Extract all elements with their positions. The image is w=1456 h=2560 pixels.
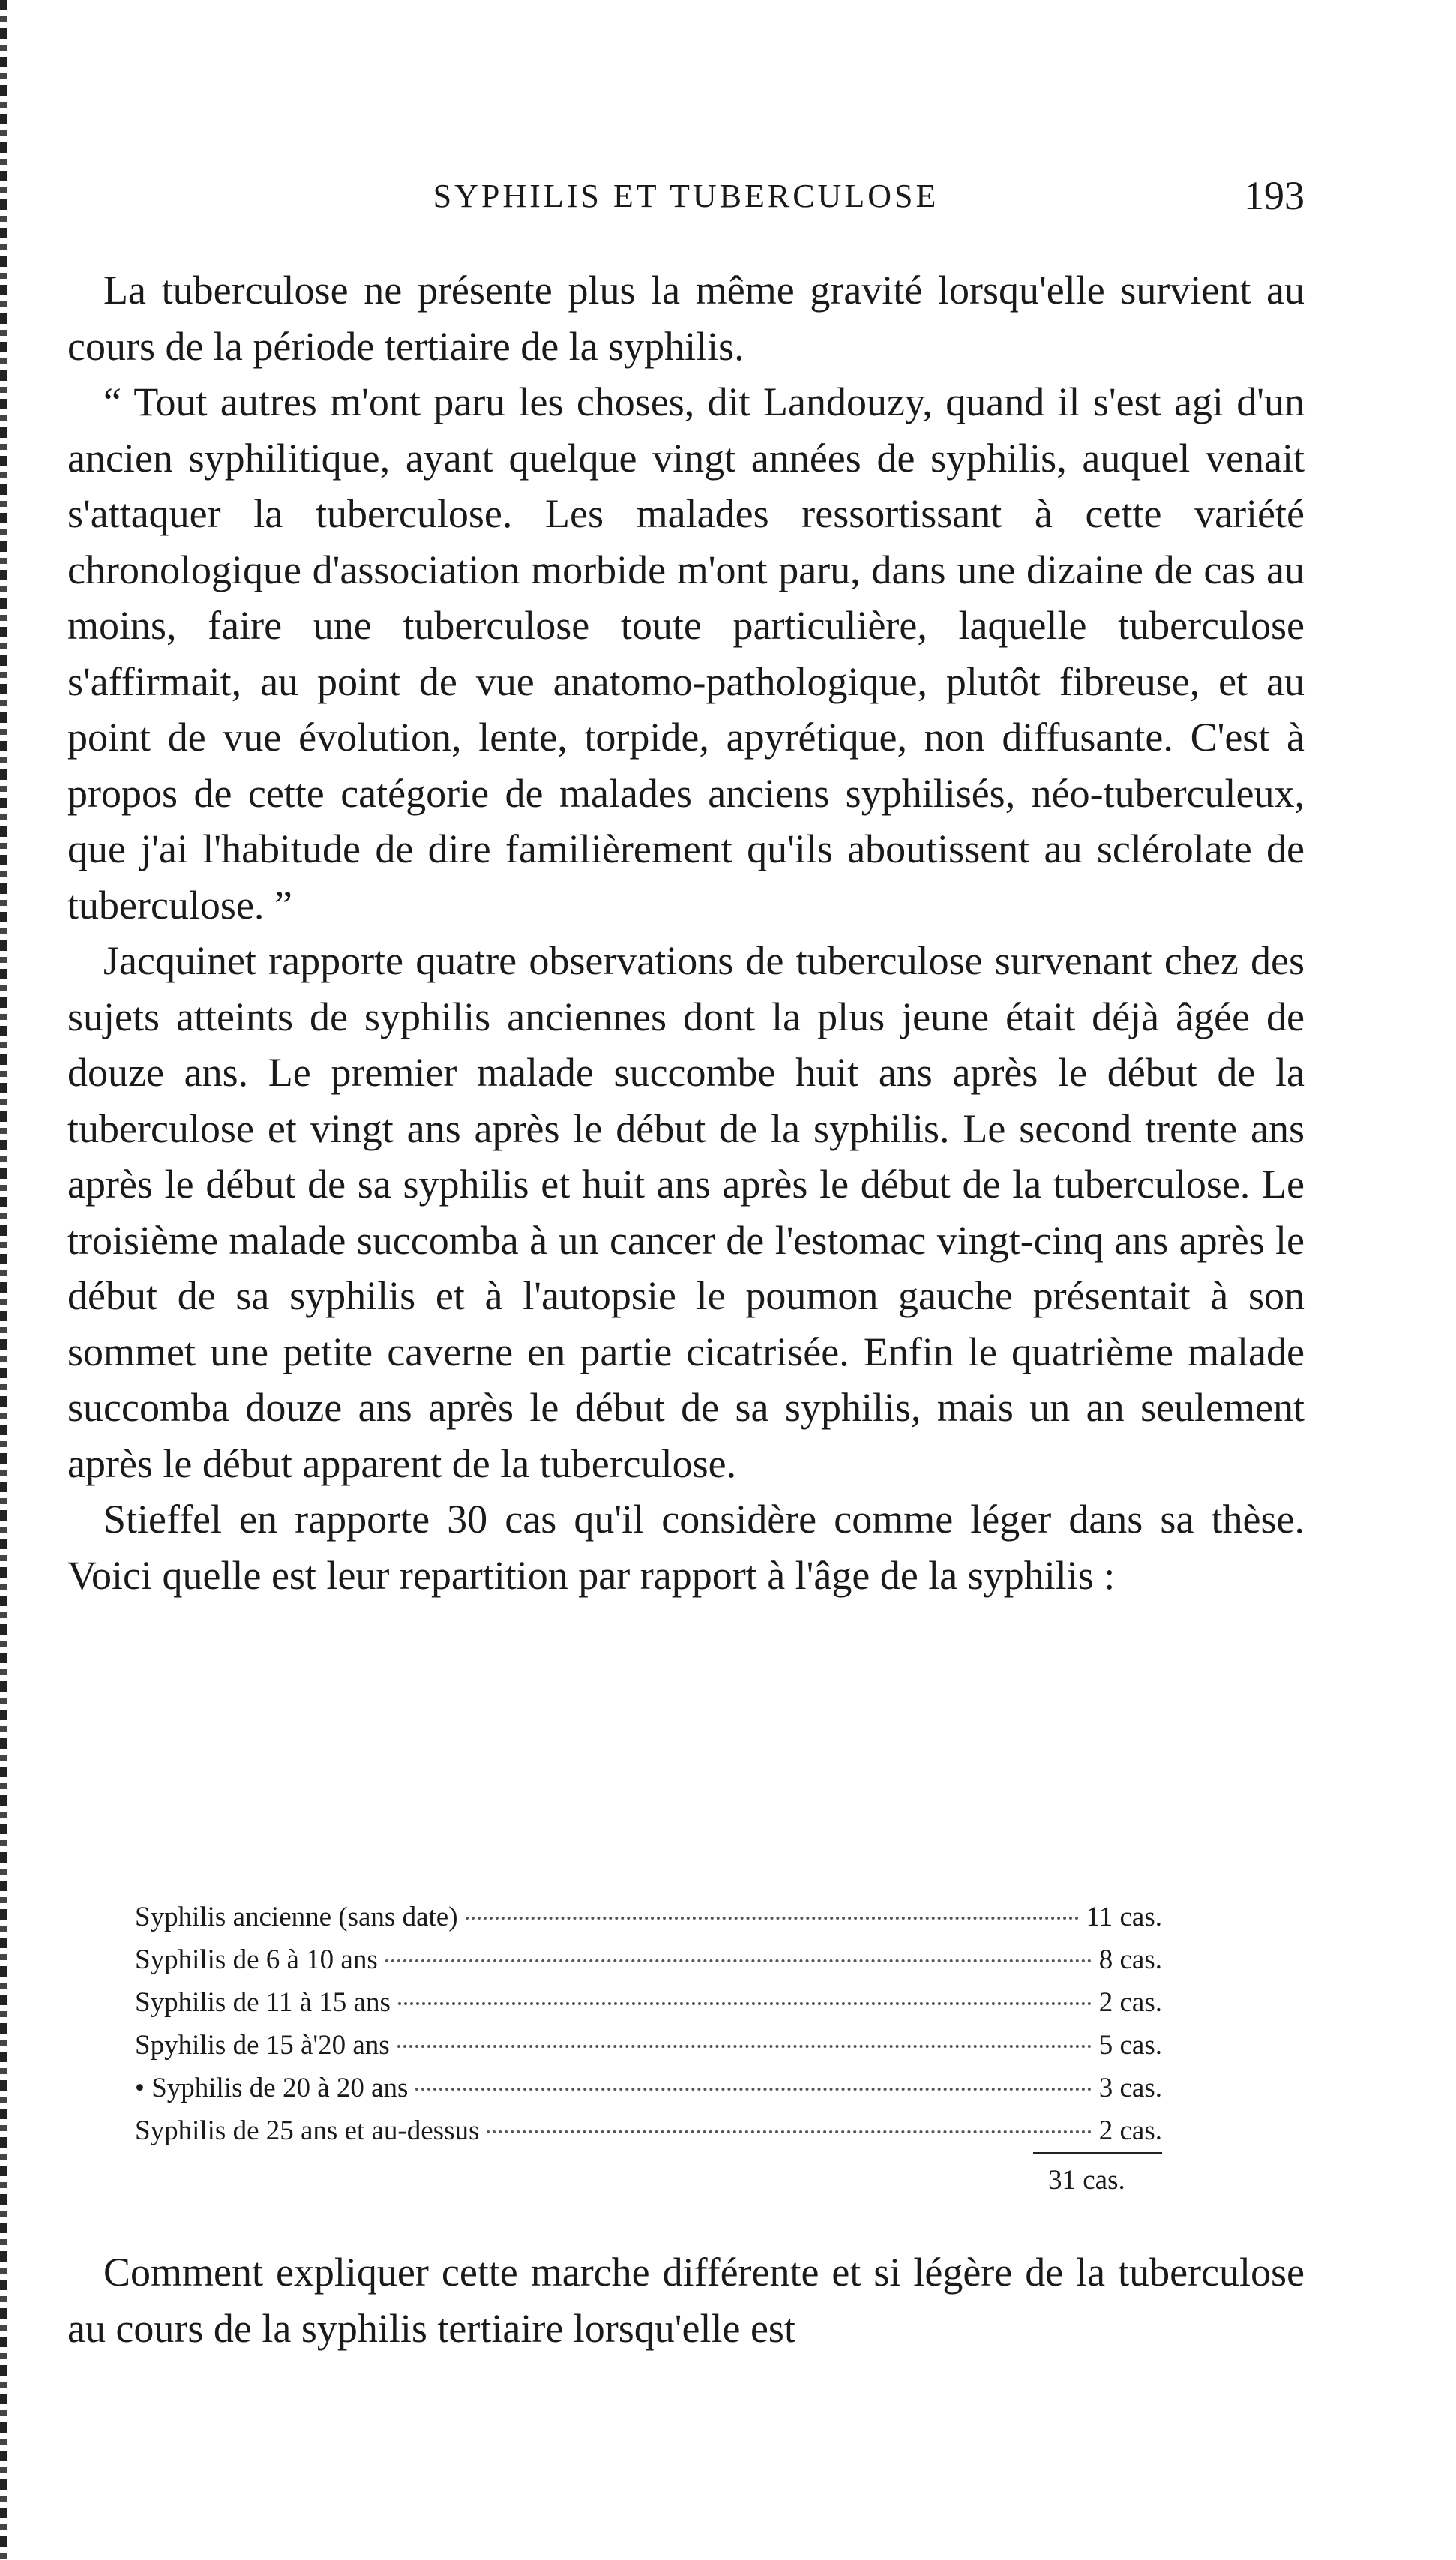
paragraph-5-conclusion: Comment expliquer cette marche différente et si légère de la tuberculose au cours de la syphilis tertiaire lorsqu'elle est (67, 2250, 1305, 2351)
table-row (135, 2024, 1162, 2067)
table-row (135, 1981, 1162, 2024)
table-row-label: Syphilis de 11 à 15 ans (135, 1987, 391, 2018)
table-row-label: Syphilis de 25 ans et au-dessus (135, 2115, 480, 2146)
dot-leader (466, 1917, 1079, 1920)
table-row (135, 2109, 1162, 2152)
dot-leader (385, 1959, 1092, 1962)
table-row (135, 2067, 1162, 2109)
table-row-value: 2 cas. (1098, 1987, 1162, 2018)
paragraph-3-jacquinet: Jacquinet rapporte quatre observations de tuberculose survenant chez des sujets atteints de syphilis anciennes dont la plus jeune était déjà âgée de douze ans. Le premier malade succombe huit ans après le début de la tuberculose et vingt ans après le début de la syphilis. Le second trente ans après le début de sa syphilis et huit ans après le début de la tuberculose. Le troisième malade succomba à un cancer de l'estomac vingt-cinq ans après le début de sa syphilis et à l'autopsie le poumon gauche présentait à son sommet une petite caverne en partie cicatrisée. Enfin le quatrième malade succomba douze ans après le début de sa syphilis, mais un an seulement après le début apparent de la tuberculose. (67, 938, 1305, 1486)
table-row (135, 1896, 1162, 1938)
body-text (67, 262, 1305, 1603)
paragraph-1: La tuberculose ne présente plus la même gravité lorsqu'elle survient au cours de la période tertiaire de la syphilis. (67, 268, 1305, 369)
dot-leader (487, 2130, 1091, 2133)
table-row (135, 1938, 1162, 1981)
page-number: 193 (1244, 173, 1305, 218)
paragraph-4-stieffel: Stieffel en rapporte 30 cas qu'il considère comme léger dans sa thèse. Voici quelle est leur repartition par rapport à l'âge de la syphilis : (67, 1497, 1305, 1598)
table-row-value: 3 cas. (1098, 2073, 1162, 2103)
table-row-label: Spyhilis de 15 à'20 ans (135, 2030, 390, 2061)
table-row-value: 2 cas. (1098, 2115, 1162, 2146)
running-head (67, 172, 1305, 225)
dot-leader (398, 2002, 1092, 2005)
page-binding-edge (0, 0, 7, 2560)
running-title: SYPHILIS ET TUBERCULOSE (433, 178, 939, 214)
table-row-value: 8 cas. (1098, 1944, 1162, 1975)
paragraph-2-landouzy-quote: “ Tout autres m'ont paru les choses, dit Landouzy, quand il s'est agi d'un ancien syphilitique, ayant quelque vingt années de syphilis, auquel venait s'attaquer la tuberculose. Les malades ressortissant à cette variété chronologique d'association morbide m'ont paru, dans une dizaine de cas au moins, faire une tuberculose toute particulière, laquelle tuberculose s'affirmait, au point de vue anatomo-pathologique, plutôt fibreuse, et au point de vue évolution, lente, torpide, apyrétique, non diffusante. C'est à propos de cette catégorie de malades anciens syphilisés, néo-tuberculeux, que j'ai l'habitude de dire familièrement qu'ils aboutissent au sclérolate de tuberculose. ” (67, 379, 1305, 928)
table-row-label: • Syphilis de 20 à 20 ans (135, 2073, 409, 2103)
table-row-value: 11 cas. (1086, 1902, 1162, 1932)
dot-leader (415, 2088, 1091, 2091)
total-rule (1033, 2152, 1162, 2154)
table-row-label: Syphilis ancienne (sans date) (135, 1902, 458, 1932)
table-row-label: Syphilis de 6 à 10 ans (135, 1944, 378, 1975)
dot-leader (397, 2045, 1092, 2048)
final-text (67, 2244, 1305, 2356)
table-total: 31 cas. (1048, 2165, 1125, 2196)
table-row-value: 5 cas. (1098, 2030, 1162, 2061)
syphilis-age-table (135, 1896, 1162, 2152)
